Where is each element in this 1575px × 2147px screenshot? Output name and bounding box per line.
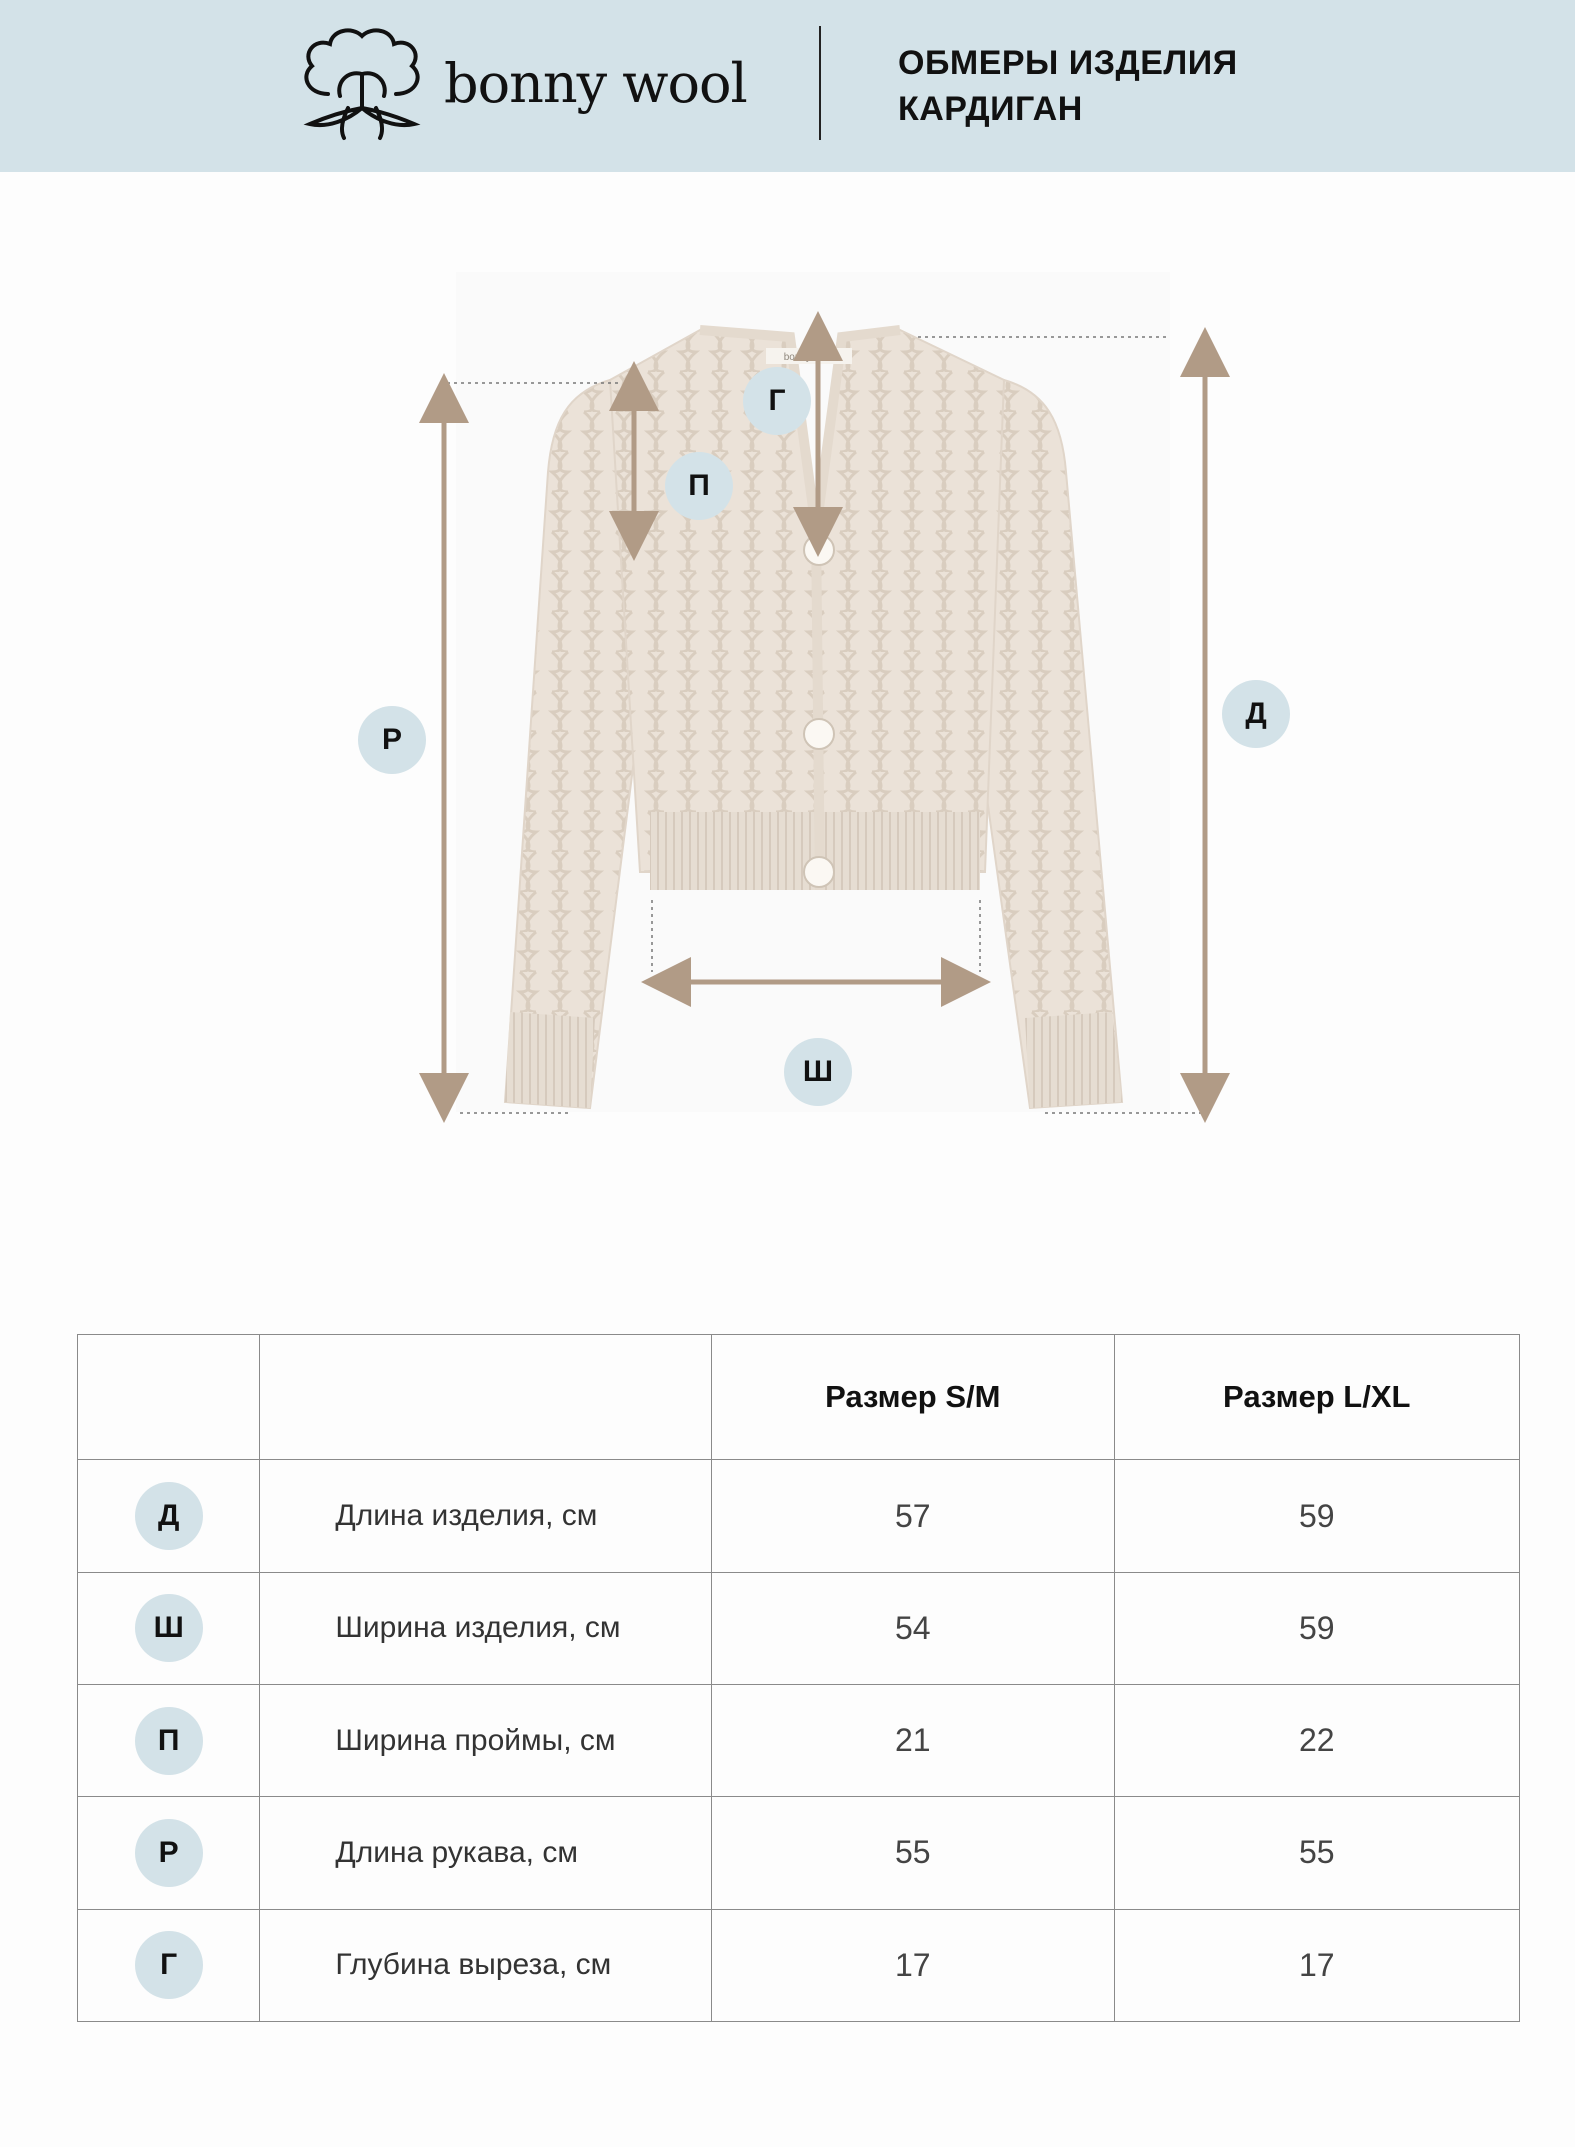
row-label: Длина рукава, см: [260, 1797, 712, 1909]
header-divider: [819, 26, 821, 140]
button-3: [804, 857, 834, 887]
row-label: Ширина изделия, см: [260, 1572, 712, 1684]
table-row: [78, 1797, 1520, 1909]
value-lxl: 22: [1114, 1684, 1519, 1796]
size-table: [77, 1334, 1520, 2022]
label-tag-text: bonny wool: [783, 352, 835, 363]
value-lxl: 59: [1114, 1460, 1519, 1572]
table-header-row: [78, 1335, 1520, 1460]
row-marker: Д: [135, 1482, 203, 1550]
title-line-2: КАРДИГАН: [898, 90, 1083, 128]
table-row: [78, 1909, 1520, 2021]
value-sm: 21: [712, 1684, 1114, 1796]
header-size-lxl: Размер L/XL: [1114, 1335, 1519, 1460]
marker-armhole: П: [665, 452, 733, 520]
header-banner: [0, 0, 1575, 172]
table-row: [78, 1572, 1520, 1684]
row-marker: Ш: [135, 1594, 203, 1662]
marker-width: Ш: [784, 1038, 852, 1106]
value-lxl: 17: [1114, 1909, 1519, 2021]
marker-sleeve: Р: [358, 706, 426, 774]
row-marker: Р: [135, 1819, 203, 1887]
cardigan-illustration: [0, 172, 1575, 1252]
cotton-flower-icon: [288, 24, 438, 144]
row-label: Глубина выреза, см: [260, 1909, 712, 2021]
marker-length: Д: [1222, 680, 1290, 748]
value-sm: 55: [712, 1797, 1114, 1909]
brand-logo: [288, 24, 768, 144]
header-cell-label: [260, 1335, 712, 1460]
measurement-diagram: [0, 172, 1575, 1252]
title-line-1: ОБМЕРЫ ИЗДЕЛИЯ: [898, 44, 1238, 82]
table-row: [78, 1684, 1520, 1796]
row-label: Длина изделия, см: [260, 1460, 712, 1572]
button-1: [804, 535, 834, 565]
value-sm: 54: [712, 1572, 1114, 1684]
value-lxl: 55: [1114, 1797, 1519, 1909]
right-cuff: [1025, 1012, 1122, 1108]
marker-neck-depth: Г: [743, 367, 811, 435]
row-label: Ширина проймы, см: [260, 1684, 712, 1796]
header-size-sm: Размер S/M: [712, 1335, 1114, 1460]
value-sm: 17: [712, 1909, 1114, 2021]
brand-name: bonny wool: [444, 52, 747, 115]
button-2: [804, 719, 834, 749]
row-marker: П: [135, 1707, 203, 1775]
left-cuff: [505, 1012, 595, 1108]
row-marker: Г: [135, 1931, 203, 1999]
value-sm: 57: [712, 1460, 1114, 1572]
document-title: [898, 40, 1238, 132]
table-row: [78, 1460, 1520, 1572]
value-lxl: 59: [1114, 1572, 1519, 1684]
header-cell-marker: [78, 1335, 260, 1460]
